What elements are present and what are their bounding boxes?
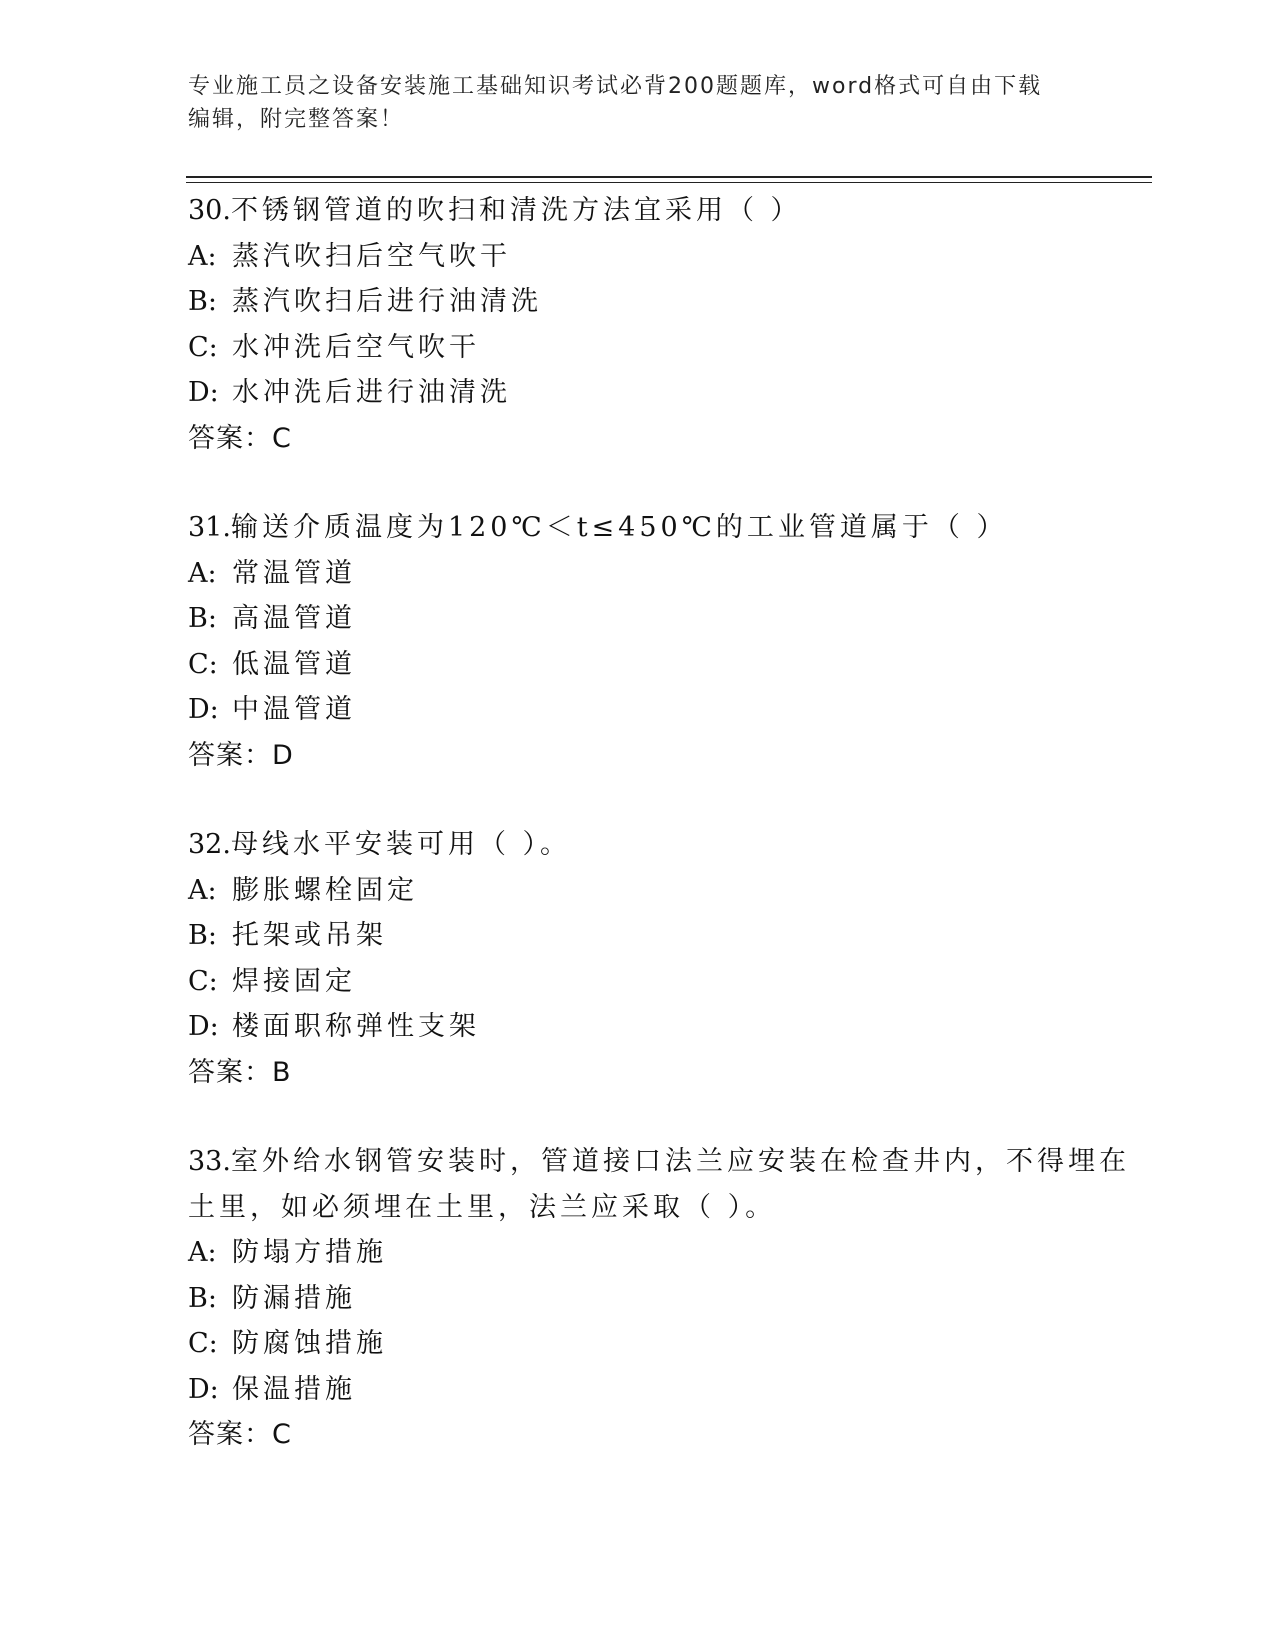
- question-stem-line: [188, 505, 1088, 551]
- option-d: [188, 370, 1088, 416]
- option-text: 防漏措施: [232, 1282, 356, 1314]
- option-text: 防腐蚀措施: [232, 1328, 387, 1359]
- option-text: 蒸汽吹扫后进行油清洗: [232, 286, 542, 317]
- option-c: [188, 1321, 1088, 1367]
- option-letter: D:: [188, 694, 219, 725]
- answer-value: C: [272, 1419, 292, 1450]
- option-c: [188, 959, 1088, 1005]
- option-letter: C:: [188, 648, 218, 680]
- option-a: [188, 234, 1088, 280]
- question-stem-line: [188, 1185, 1088, 1231]
- option-text: 中温管道: [232, 694, 356, 725]
- option-text: 托架或吊架: [232, 920, 387, 951]
- option-letter: A:: [188, 1237, 217, 1268]
- question-stem-line: [188, 188, 1088, 234]
- option-b: [188, 913, 1088, 959]
- question-number: 33.: [188, 1146, 231, 1177]
- option-letter: B:: [188, 1282, 217, 1314]
- question-stem-text: 不锈钢管道的吹扫和清洗方法宜采用（ ）: [230, 195, 802, 226]
- option-letter: D:: [188, 1011, 219, 1042]
- option-text: 低温管道: [232, 648, 356, 680]
- option-letter: C:: [188, 331, 218, 363]
- document-header: [188, 70, 1068, 136]
- option-d: [188, 1367, 1088, 1413]
- question-stem-text: 土里，如必须埋在土里，法兰应采取（ ）。: [188, 1191, 777, 1223]
- answer-line: [188, 1050, 1088, 1096]
- question-number: 31.: [188, 512, 231, 543]
- option-text: 膨胀螺栓固定: [232, 874, 418, 906]
- option-text: 高温管道: [232, 603, 356, 634]
- option-letter: A:: [188, 557, 217, 589]
- answer-line: [188, 416, 1088, 462]
- option-letter: A:: [188, 874, 217, 906]
- answer-label: 答案：: [188, 1056, 272, 1088]
- option-d: [188, 687, 1088, 733]
- option-d: [188, 1004, 1088, 1050]
- question-stem-text: 母线水平安装可用（ ）。: [230, 829, 572, 860]
- option-a: [188, 868, 1088, 914]
- option-text: 常温管道: [232, 557, 356, 589]
- option-a: [188, 551, 1088, 597]
- header-line-2: 编辑，附完整答案！: [188, 107, 405, 132]
- question-block: [188, 188, 1088, 461]
- answer-line: [188, 733, 1088, 779]
- answer-line: [188, 1412, 1088, 1458]
- question-stem-line: [188, 1139, 1130, 1185]
- header-rule-thick: [186, 176, 1152, 178]
- question-number: 32.: [188, 829, 231, 860]
- option-a: [188, 1230, 1088, 1276]
- option-b: [188, 596, 1088, 642]
- question-list: [188, 188, 1130, 1502]
- question-number: 30.: [188, 195, 231, 226]
- answer-label: 答案：: [188, 1419, 272, 1450]
- option-letter: C:: [188, 965, 218, 997]
- option-c: [188, 642, 1088, 688]
- answer-label: 答案：: [188, 739, 272, 771]
- header-rule-thin: [186, 182, 1152, 183]
- option-c: [188, 325, 1088, 371]
- question-block: [188, 822, 1088, 1095]
- answer-value: B: [272, 1056, 292, 1088]
- question-stem-line: [188, 822, 1088, 868]
- header-line-1: 专业施工员之设备安装施工基础知识考试必背200题题库，word格式可自由下载: [188, 74, 1043, 99]
- answer-value: D: [272, 739, 294, 771]
- option-letter: B:: [188, 920, 217, 951]
- question-block: [188, 505, 1088, 778]
- question-block: [188, 1139, 1130, 1458]
- option-text: 水冲洗后空气吹干: [232, 331, 480, 363]
- option-text: 楼面职称弹性支架: [232, 1011, 480, 1042]
- option-text: 水冲洗后进行油清洗: [232, 377, 511, 408]
- option-letter: B:: [188, 286, 217, 317]
- option-text: 焊接固定: [232, 965, 356, 997]
- option-text: 蒸汽吹扫后空气吹干: [232, 240, 511, 272]
- option-b: [188, 1276, 1088, 1322]
- option-letter: A:: [188, 240, 217, 272]
- option-text: 保温措施: [232, 1373, 356, 1405]
- answer-label: 答案：: [188, 422, 272, 454]
- option-b: [188, 279, 1088, 325]
- option-letter: D:: [188, 1373, 219, 1405]
- question-stem-text: 输送介质温度为120℃＜t≤450℃的工业管道属于（ ）: [230, 512, 1008, 543]
- question-stem-text: 室外给水钢管安装时，管道接口法兰应安装在检查井内，不得埋在: [230, 1146, 1130, 1177]
- option-letter: C:: [188, 1328, 218, 1359]
- answer-value: C: [272, 422, 292, 454]
- option-letter: D:: [188, 377, 219, 408]
- option-text: 防塌方措施: [232, 1237, 387, 1268]
- option-letter: B:: [188, 603, 217, 634]
